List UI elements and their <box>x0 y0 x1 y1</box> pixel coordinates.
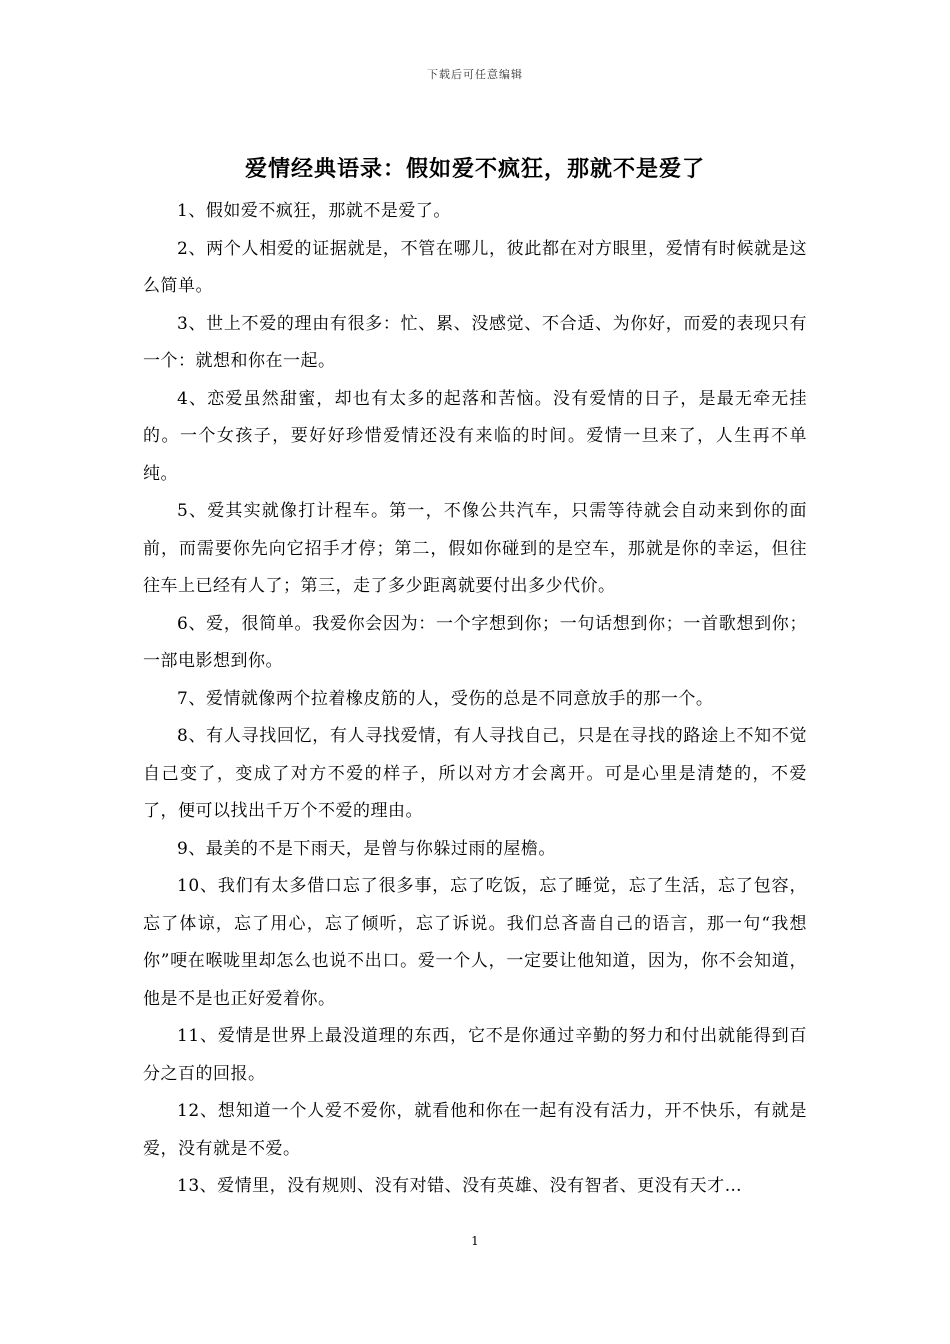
page-number: 1 <box>471 1234 479 1248</box>
quote-paragraph-12: 12、想知道一个人爱不爱你，就看他和你在一起有没有活力，开不快乐，有就是爱，没有就是不爱。 <box>143 1101 807 1159</box>
quote-paragraph-9: 9、最美的不是下雨天，是曾与你躲过雨的屋檐。 <box>177 838 556 859</box>
quote-paragraph-3: 3、世上不爱的理由有很多：忙、累、没感觉、不合适、为你好，而爱的表现只有一个：就想和你在一起。 <box>143 313 807 371</box>
document-title: 爱情经典语录：假如爱不疯狂，那就不是爱了 <box>244 156 705 182</box>
quote-paragraph-11: 11、爱情是世界上最没道理的东西，它不是你通过辛勤的努力和付出就能得到百分之百的回报。 <box>143 1026 807 1084</box>
quote-paragraph-1: 1、假如爱不疯狂，那就不是爱了。 <box>177 201 451 221</box>
quote-paragraph-2: 2、两个人相爱的证据就是，不管在哪儿，彼此都在对方眼里，爱情有时候就是这么简单。 <box>143 238 807 296</box>
quote-paragraph-8: 8、有人寻找回忆，有人寻找爱情，有人寻找自己，只是在寻找的路途上不知不觉自己变了，变成了对方不爱的样子，所以对方才会离开。可是心里是清楚的，不爱了，便可以找出千万个不爱的理由。 <box>143 726 807 821</box>
header-note: 下载后可任意编辑 <box>427 68 523 81</box>
quote-paragraph-7: 7、爱情就像两个拉着橡皮筋的人，受伤的总是不同意放手的那一个。 <box>177 688 714 709</box>
quote-paragraph-5: 5、爱其实就像打计程车。第一，不像公共汽车，只需等待就会自动来到你的面前，而需要你先向它招手才停；第二，假如你碰到的是空车，那就是你的幸运，但往往车上已经有人了；第三，走了多少距离就要付出多少代价。 <box>143 501 807 596</box>
document-body <box>143 193 807 1206</box>
quote-paragraph-6: 6、爱，很简单。我爱你会因为：一个字想到你；一句话想到你；一首歌想到你；一部电影想到你。 <box>143 613 807 671</box>
quote-paragraph-10: 10、我们有太多借口忘了很多事，忘了吃饭，忘了睡觉，忘了生活，忘了包容，忘了体谅，忘了用心，忘了倾听，忘了诉说。我们总吝啬自己的语言，那一句“我想你”哽在喉咙里却怎么也说不出口。爱一个人，一定要让他知道，因为，你不会知道，他是不是也正好爱着你。 <box>143 876 807 1009</box>
quote-paragraph-13: 13、爱情里，没有规则、没有对错、没有英雄、没有智者、更没有天才… <box>177 1176 743 1196</box>
quote-paragraph-4: 4、恋爱虽然甜蜜，却也有太多的起落和苦恼。没有爱情的日子，是最无牵无挂的。一个女孩子，要好好珍惜爱情还没有来临的时间。爱情一旦来了，人生再不单纯。 <box>143 388 807 484</box>
